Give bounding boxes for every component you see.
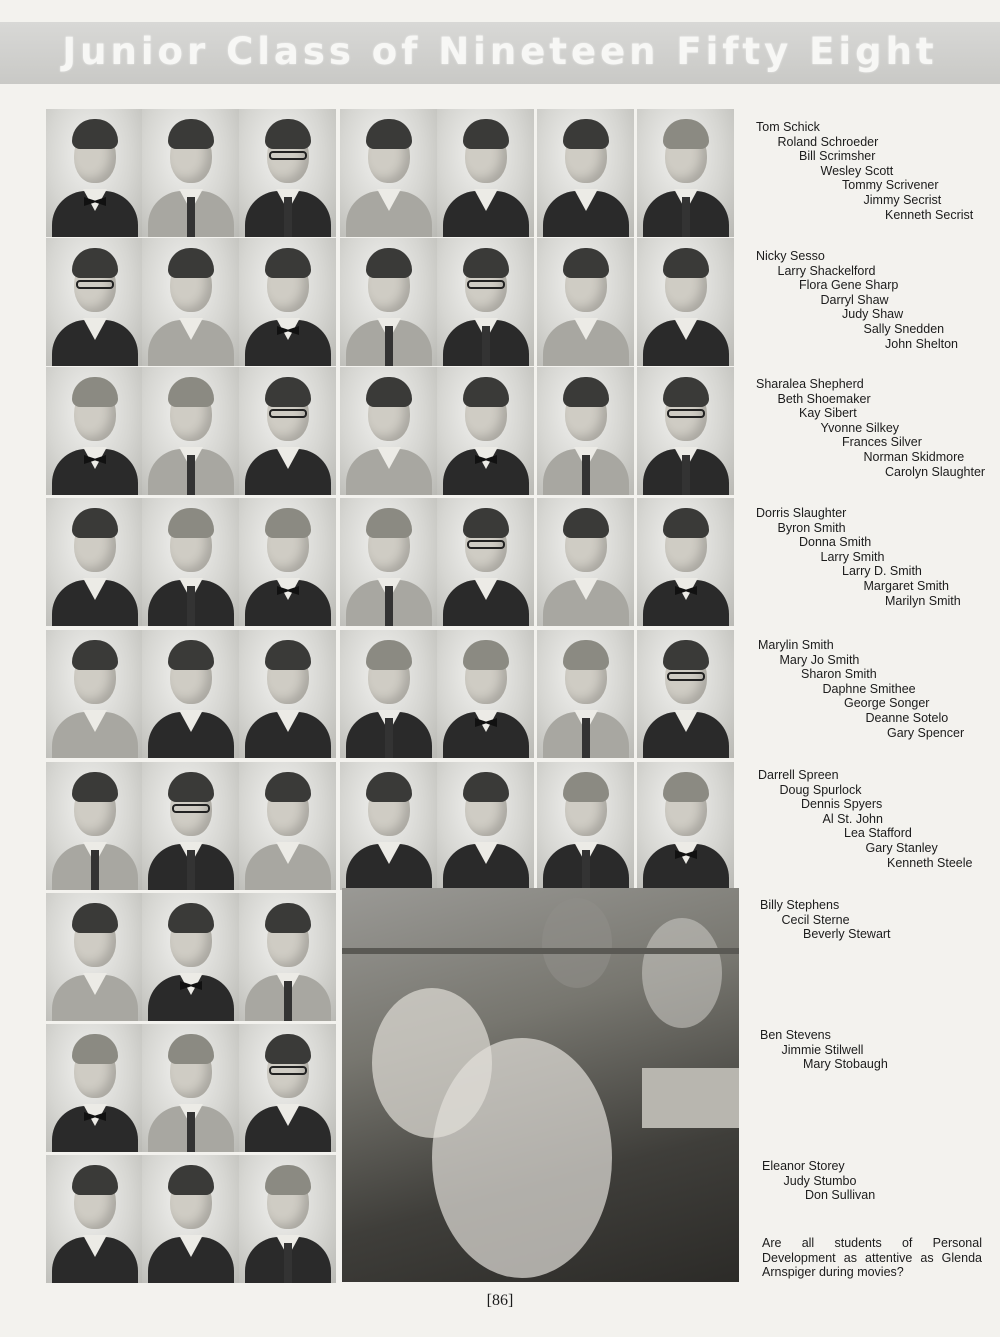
student-portrait <box>142 109 239 237</box>
student-name: Don Sullivan <box>805 1188 876 1203</box>
student-portrait <box>437 238 534 366</box>
student-portrait <box>637 109 734 237</box>
student-name: Cecil Sterne <box>781 912 850 927</box>
student-portrait <box>142 498 239 626</box>
student-portrait <box>239 630 336 758</box>
student-portrait <box>537 238 634 366</box>
student-name: Gary Spencer <box>887 725 965 740</box>
student-portrait <box>437 630 534 758</box>
name-list-row-1 <box>756 120 973 222</box>
student-portrait <box>46 109 143 237</box>
student-portrait <box>46 630 143 758</box>
student-name: Sally Snedden <box>863 321 945 336</box>
student-name: Carolyn Slaughter <box>885 464 986 479</box>
student-portrait <box>340 762 437 890</box>
student-name: Norman Skidmore <box>863 449 965 464</box>
student-portrait <box>142 1155 239 1283</box>
student-name: George Songer <box>844 696 930 711</box>
student-name: Darryl Shaw <box>820 292 889 307</box>
student-portrait <box>437 498 534 626</box>
student-name: Byron Smith <box>777 520 846 535</box>
student-portrait <box>340 498 437 626</box>
page-title: Junior Class of Nineteen Fifty Eight <box>62 30 938 73</box>
student-name: Tom Schick <box>756 120 820 134</box>
student-name: Dennis Spyers <box>801 797 883 812</box>
student-name: Dorris Slaughter <box>756 506 847 520</box>
student-name: Larry Smith <box>820 549 885 564</box>
student-name: Kenneth Steele <box>887 855 973 870</box>
name-list-row-3 <box>756 377 985 479</box>
student-name: Marylin Smith <box>758 638 834 652</box>
student-name: John Shelton <box>885 336 958 351</box>
student-portrait <box>239 762 336 890</box>
student-name: Lea Stafford <box>844 826 912 841</box>
student-portrait <box>46 1155 143 1283</box>
student-name: Kay Sibert <box>799 406 857 421</box>
student-name: Flora Gene Sharp <box>799 278 899 293</box>
student-portrait <box>537 109 634 237</box>
student-name: Larry D. Smith <box>842 564 922 579</box>
student-name: Kenneth Secrist <box>885 207 974 222</box>
student-name: Nicky Sesso <box>756 249 825 263</box>
student-name: Yvonne Silkey <box>820 420 900 435</box>
student-portrait <box>239 1155 336 1283</box>
student-portrait <box>239 498 336 626</box>
student-name: Beth Shoemaker <box>777 391 871 406</box>
student-portrait <box>239 1024 336 1152</box>
student-name: Sharalea Shepherd <box>756 377 864 391</box>
student-portrait <box>46 498 143 626</box>
student-name: Sharon Smith <box>801 667 877 682</box>
student-portrait <box>340 630 437 758</box>
student-name: Gary Stanley <box>865 840 938 855</box>
student-portrait <box>142 893 239 1021</box>
student-portrait <box>537 367 634 495</box>
class-candid-photo <box>342 888 739 1282</box>
student-name: Roland Schroeder <box>777 134 879 149</box>
student-portrait <box>239 238 336 366</box>
name-list-row-8 <box>760 1028 888 1072</box>
student-name: Jimmie Stilwell <box>781 1042 864 1057</box>
student-portrait <box>637 238 734 366</box>
student-portrait <box>142 630 239 758</box>
name-list-row-5 <box>758 638 964 740</box>
student-portrait <box>239 109 336 237</box>
student-name: Darrell Spreen <box>758 768 839 782</box>
student-portrait <box>637 367 734 495</box>
student-portrait <box>142 367 239 495</box>
student-portrait <box>46 367 143 495</box>
student-name: Marilyn Smith <box>885 593 961 608</box>
student-portrait <box>239 367 336 495</box>
student-name: Frances Silver <box>842 435 922 450</box>
student-name: Ben Stevens <box>760 1028 831 1042</box>
student-portrait <box>340 238 437 366</box>
student-name: Beverly Stewart <box>803 927 891 942</box>
student-name: Tommy Scrivener <box>842 178 939 193</box>
student-portrait <box>637 762 734 890</box>
student-name: Mary Jo Smith <box>779 652 860 667</box>
student-name: Larry Shackelford <box>777 263 876 278</box>
photo-caption: Are all students of Personal Development as attentive as Glenda Arnspiger during movies? <box>762 1236 982 1280</box>
student-name: Al St. John <box>822 811 883 826</box>
student-name: Daphne Smithee <box>822 681 916 696</box>
student-name: Mary Stobaugh <box>803 1057 888 1072</box>
student-portrait <box>46 762 143 890</box>
name-list-row-9 <box>762 1159 875 1203</box>
student-name: Margaret Smith <box>863 578 949 593</box>
name-list-row-4 <box>756 506 961 608</box>
student-name: Deanne Sotelo <box>865 710 949 725</box>
name-list-row-6 <box>758 768 973 870</box>
student-portrait <box>537 630 634 758</box>
student-name: Judy Stumbo <box>783 1173 857 1188</box>
student-portrait <box>537 762 634 890</box>
student-portrait <box>46 893 143 1021</box>
student-portrait <box>46 1024 143 1152</box>
student-name: Doug Spurlock <box>779 782 862 797</box>
student-name: Bill Scrimsher <box>799 149 876 164</box>
student-portrait <box>340 109 437 237</box>
student-name: Donna Smith <box>799 535 872 550</box>
student-portrait <box>437 762 534 890</box>
student-portrait <box>437 109 534 237</box>
student-portrait <box>142 1024 239 1152</box>
student-portrait <box>340 367 437 495</box>
student-portrait <box>437 367 534 495</box>
student-portrait <box>637 498 734 626</box>
page-number: [86] <box>486 1292 514 1309</box>
student-portrait <box>142 762 239 890</box>
student-name: Eleanor Storey <box>762 1159 845 1173</box>
student-portrait <box>637 630 734 758</box>
name-list-row-7 <box>760 898 891 942</box>
name-list-row-2 <box>756 249 958 351</box>
student-portrait <box>142 238 239 366</box>
student-name: Wesley Scott <box>820 163 894 178</box>
student-name: Judy Shaw <box>842 307 904 322</box>
student-portrait <box>239 893 336 1021</box>
student-portrait <box>46 238 143 366</box>
student-portrait <box>537 498 634 626</box>
student-name: Jimmy Secrist <box>863 192 942 207</box>
student-name: Billy Stephens <box>760 898 840 912</box>
